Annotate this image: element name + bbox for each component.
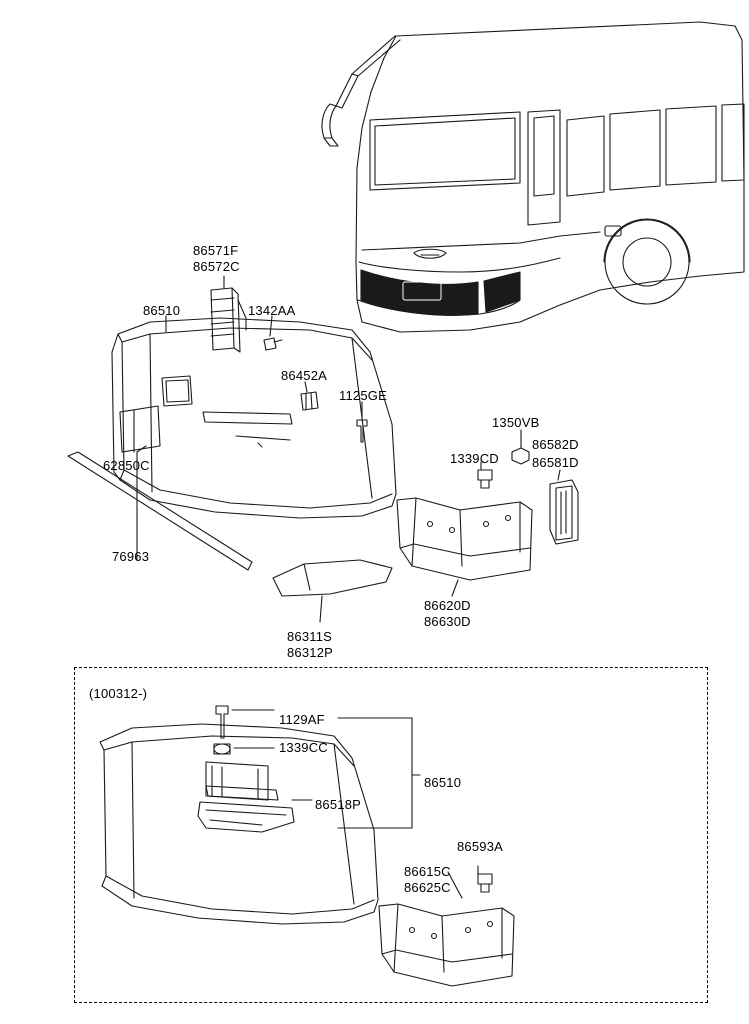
part-76963-molding — [68, 452, 252, 570]
part-86452A-bracket — [301, 392, 318, 410]
part-label-86510-top: 86510 — [143, 303, 181, 318]
part-86311S-blade — [273, 560, 392, 596]
part-label-1339CD: 1339CD — [450, 451, 499, 466]
part-label-86630D: 86630D — [424, 614, 471, 629]
part-label-86510-bottom: 86510 — [424, 775, 462, 790]
part-label-86312P: 86312P — [287, 645, 334, 660]
part-label-86615C: 86615C — [404, 864, 451, 879]
bus-illustration — [322, 22, 744, 332]
part-label-1342AA: 1342AA — [248, 303, 296, 318]
part-label-86620D: 86620D — [424, 598, 471, 613]
part-label-62850C: 62850C — [103, 458, 150, 473]
part-label-86518P: 86518P — [315, 797, 362, 812]
part-label-86593A: 86593A — [457, 839, 504, 854]
part-label-1339CC: 1339CC — [279, 740, 328, 755]
part-label-86582D: 86582D — [532, 437, 579, 452]
part-label-86311S: 86311S — [287, 629, 333, 644]
part-label-86572C: 86572C — [193, 259, 240, 274]
part-1125GE-bolt — [357, 420, 367, 442]
part-label-86625C: 86625C — [404, 880, 451, 895]
part-label-86581D: 86581D — [532, 455, 579, 470]
dashed-group-box — [74, 667, 708, 1003]
upper-bumper-main — [112, 318, 396, 518]
part-label-86452A: 86452A — [281, 368, 328, 383]
part-86620D-cover — [397, 498, 532, 580]
part-1350VB-nut — [512, 448, 529, 464]
part-62850C-plate — [120, 406, 160, 452]
part-86581D-bracket — [550, 480, 578, 544]
group-date-note: (100312-) — [89, 686, 148, 701]
part-1339CD-clip — [478, 470, 492, 488]
part-label-86571F: 86571F — [193, 243, 239, 258]
part-label-1129AF: 1129AF — [279, 712, 325, 727]
part-label-1125GE: 1125GE — [339, 388, 387, 403]
part-label-1350VB: 1350VB — [492, 415, 540, 430]
part-86571F-bracket — [211, 288, 240, 352]
part-label-76963: 76963 — [112, 549, 150, 564]
part-1342AA-clip — [264, 338, 282, 350]
